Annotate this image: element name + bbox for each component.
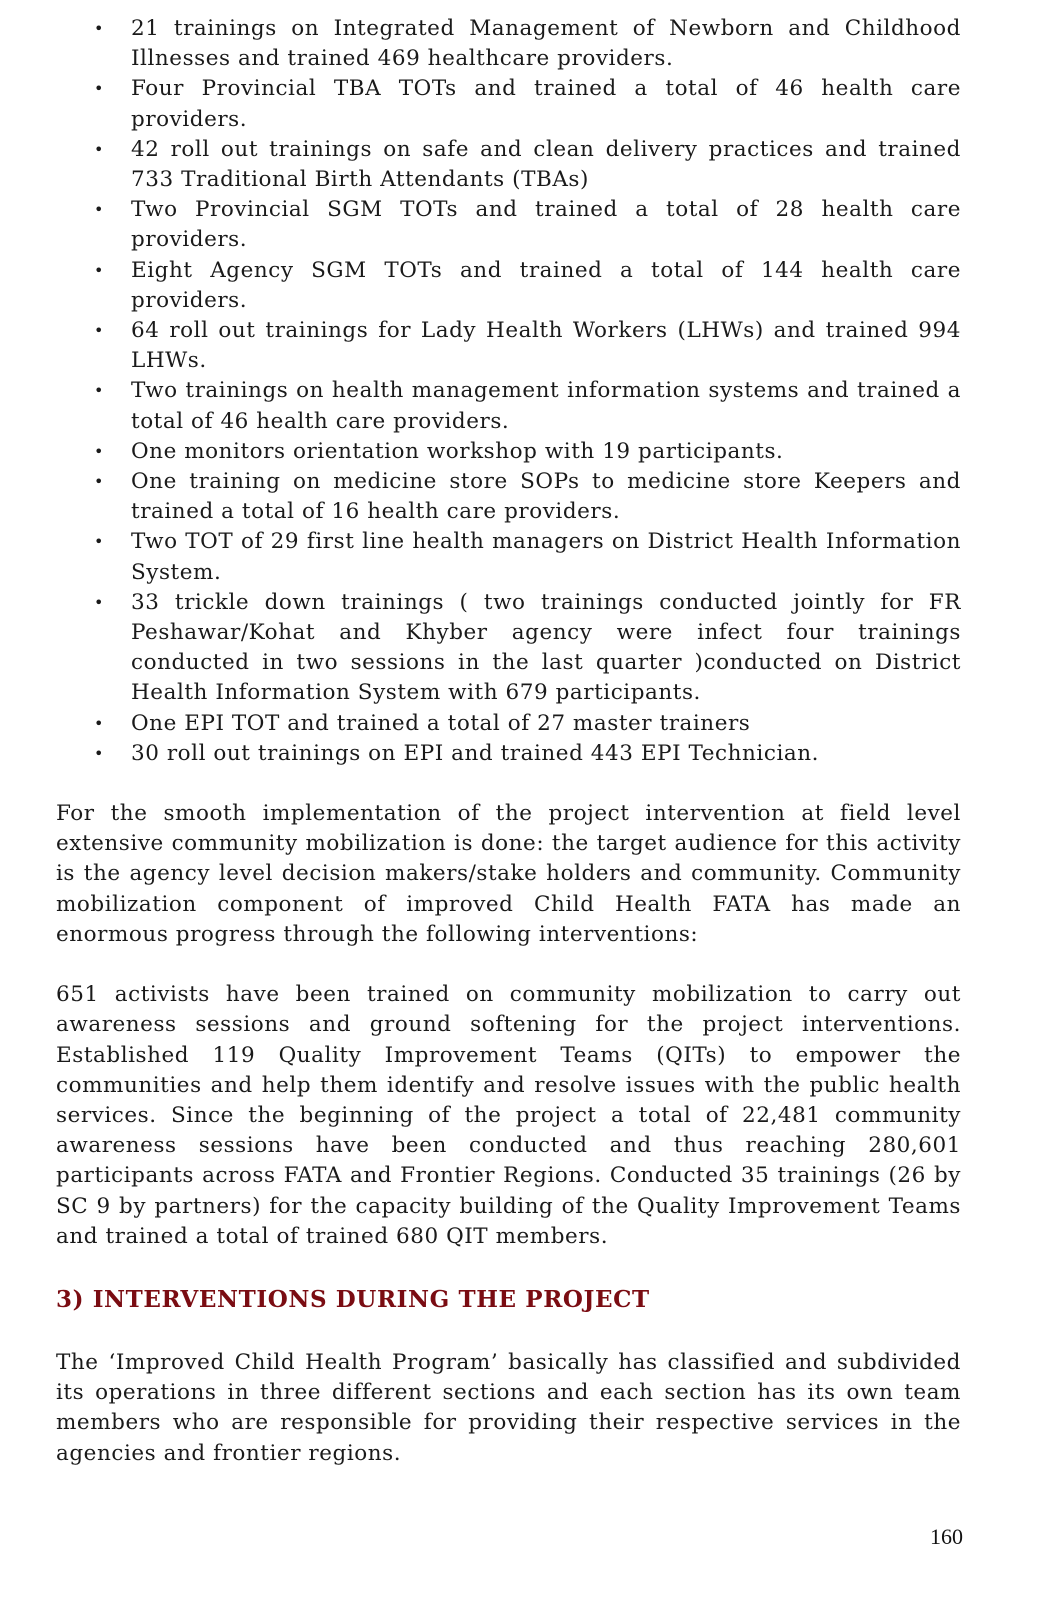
- document-page: [56, 14, 961, 1469]
- bullet-text: Two trainings on health management information systems and trained a total of 46 health care providers.: [131, 378, 961, 434]
- bullet-icon: •: [94, 19, 104, 38]
- bullet-icon: •: [94, 381, 104, 401]
- section-heading: 3) INTERVENTIONS DURING THE PROJECT: [56, 1285, 650, 1313]
- community-mobilization-results-paragraph: 651 activists have been trained on community mobilization to carry out awareness sessions and ground softening for the project interventions. Established 119 Quality Improvement Teams (QITs) to empower the communities and help them identify and resolve issues with the public health services. Since the beginning of the project a total of 22,481 community awareness sessions have been conducted and thus reaching 280,601 participants across FATA and Frontier Regions. Conducted 35 trainings (26 by SC 9 by partners) for the capacity building of the Quality Improvement Teams and trained a total of trained 680 QIT members.: [56, 982, 961, 1249]
- bullet-item: [56, 437, 961, 467]
- bullet-text: One monitors orientation workshop with 19 participants.: [131, 438, 784, 464]
- bullet-icon: •: [94, 472, 104, 492]
- bullet-item: [56, 256, 961, 316]
- bullet-item: [56, 316, 961, 376]
- bullet-text: 64 roll out trainings for Lady Health Workers (LHWs) and trained 994 LHWs.: [131, 318, 961, 374]
- bullet-text: 30 roll out trainings on EPI and trained 443 EPI Technician.: [131, 740, 820, 766]
- bullet-icon: •: [94, 441, 104, 461]
- bullet-item: [56, 74, 961, 134]
- bullet-item: [56, 709, 961, 739]
- bullet-icon: •: [94, 713, 104, 733]
- bullet-text: Eight Agency SGM TOTs and trained a total of 144 health care providers.: [131, 257, 961, 313]
- bullet-item: [56, 527, 961, 587]
- bullet-text: One training on medicine store SOPs to medicine store Keepers and trained a total of 16 health care providers.: [131, 469, 961, 525]
- bullet-text: Four Provincial TBA TOTs and trained a total of 46 health care providers.: [131, 76, 961, 132]
- bullet-text: 33 trickle down trainings ( two trainings conducted jointly for FR Peshawar/Kohat and Khyber agency were infect four trainings conducted in two sessions in the last quarter )conducted on District Health Information System with 679 participants.: [131, 589, 961, 706]
- bullet-icon: •: [94, 79, 104, 99]
- bullet-icon: •: [94, 321, 104, 341]
- bullet-item: [56, 739, 961, 769]
- bullet-text: Two Provincial SGM TOTs and trained a total of 28 health care providers.: [131, 197, 961, 253]
- bullet-icon: •: [94, 200, 104, 220]
- bullet-text: 21 trainings on Integrated Management of Newborn and Childhood Illnesses and trained 469 healthcare providers.: [131, 16, 961, 72]
- interventions-paragraph: The ‘Improved Child Health Program’ basically has classified and subdivided its operations in three different sections and each section has its own team members who are responsible for providing their respective services in the agencies and frontier regions.: [56, 1349, 961, 1466]
- bullet-item: [56, 376, 961, 436]
- bullet-item: [56, 195, 961, 255]
- bullet-item: [56, 588, 961, 709]
- bullet-icon: •: [94, 743, 104, 763]
- bullet-icon: •: [94, 139, 104, 159]
- bullet-text: Two TOT of 29 first line health managers on District Health Information System.: [131, 529, 961, 585]
- bullet-item: [56, 14, 961, 74]
- community-mobilization-intro-paragraph: For the smooth implementation of the project intervention at field level extensive community mobilization is done: the target audience for this activity is the agency level decision makers/stake holders and community. Community mobilization component of improved Child Health FATA has made an enormous progress through the following interventions:: [56, 801, 961, 947]
- training-bullet-list: [56, 14, 961, 769]
- bullet-icon: •: [94, 532, 104, 552]
- bullet-icon: •: [94, 592, 104, 612]
- page-number: 160: [930, 1524, 963, 1549]
- bullet-item: [56, 135, 961, 195]
- bullet-text: 42 roll out trainings on safe and clean delivery practices and trained 733 Traditional Birth Attendants (TBAs): [131, 136, 961, 193]
- bullet-item: [56, 467, 961, 527]
- bullet-icon: •: [94, 260, 104, 280]
- bullet-text: One EPI TOT and trained a total of 27 master trainers: [131, 710, 751, 736]
